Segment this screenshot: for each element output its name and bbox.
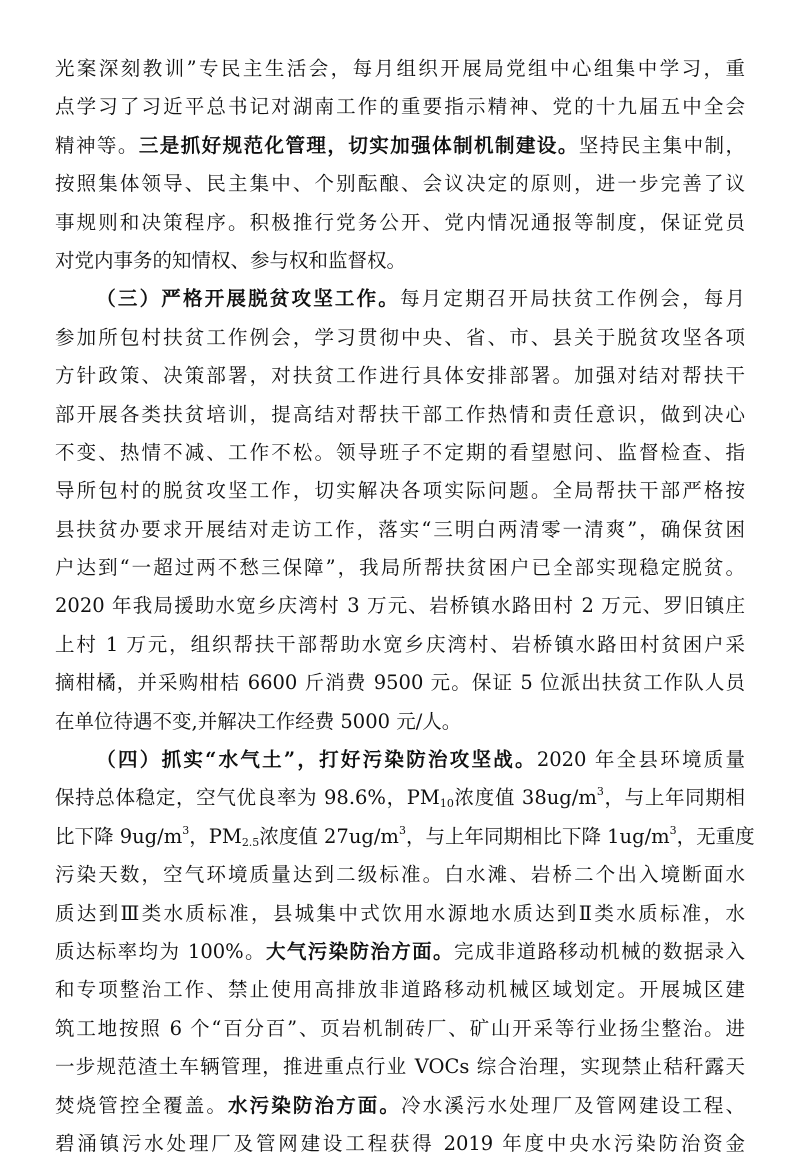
text-run: 焚烧管控全覆盖。 [55,1093,229,1117]
text-line: 县扶贫办要求开展结对走访工作，落实“三明白两清零一清爽”，确保贫困 [55,517,745,541]
text-run: ，与上年同期相比下降 1ug/m [405,824,670,848]
text-line: 和专项整治工作、禁止使用高排放非道路移动机械区域划定。开展城区建 [55,978,745,1002]
paragraph-party-building [55,50,745,280]
text-line: 光案深刻教训”专民主生活会，每月组织开展局党组中心组集中学习，重 [55,57,745,80]
text-run: 2020 年全县环境质量 [536,748,746,772]
text-run: ，与上年同期相 [603,786,746,810]
text-run: 质达标率均为 100%。 [55,939,266,963]
bold-heading: 三是抓好规范化管理，切实加强体制机制建设。 [138,133,579,157]
text-line [55,779,745,817]
text-line: 事规则和决策程序。积极推行党务公开、党内情况通报等制度，保证党员 [55,210,745,234]
text-line: 上村 1 万元，组织帮扶干部帮助水宽乡庆湾村、岩桥镇水路田村贫困户采 [55,632,745,656]
text-line [55,1087,745,1125]
text-run: 比下降 9ug/m [55,824,183,848]
text-run: ，PM [189,824,242,848]
text-line: 导所包村的脱贫攻坚工作，切实解决各项实际问题。全局帮扶干部严格按 [55,479,745,503]
text-line: 点学习了习近平总书记对湖南工作的重要指示精神、党的十九届五中全会 [55,95,745,119]
superscript: 3 [669,823,677,837]
text-line [55,741,745,779]
text-line: 对党内事务的知情权、参与权和监督权。 [55,248,407,272]
superscript: 3 [596,785,604,799]
text-line: 部开展各类扶贫培训，提高结对帮扶干部工作热情和责任意识，做到决心 [55,402,745,426]
text-line: 方针政策、决策部署，对扶贫工作进行具体安排部署。加强对结对帮扶干 [55,364,745,388]
text-run: 坚持民主集中制， [578,133,745,157]
text-line: 在单位待遇不变,并解决工作经费 5000 元/人。 [55,709,462,733]
document-body [55,50,755,1163]
superscript: 3 [182,823,190,837]
bold-heading: 水污染防治方面。 [228,1093,402,1117]
text-line: 一步规范渣土车辆管理，推进重点行业 VOCs 综合治理，实现禁止秸秆露天 [55,1055,745,1079]
text-line: 质达到Ⅲ类水质标准，县城集中式饮用水源地水质达到Ⅱ类水质标准，水 [55,901,745,925]
superscript: 3 [398,823,406,837]
paragraph-pollution-control [55,741,755,1163]
text-line: 不变、热情不减、工作不松。领导班子不定期的看望慰问、监督检查、指 [55,440,745,464]
text-line [55,933,745,971]
text-line: 户达到“一超过两不愁三保障”，我局所帮扶贫困户已全部实现稳定脱贫。 [55,556,745,580]
section-heading: （三）严格开展脱贫攻坚工作。 [94,287,400,311]
text-run: ，无重度 [676,824,755,848]
text-line: 污染天数，空气环境质量达到二级标准。白水滩、岩桥二个出入境断面水 [55,863,745,887]
text-run: 保持总体稳定，空气优良率为 98.6%，PM [55,786,440,810]
text-line: 碧涌镇污水处理厂及管网建设工程获得 2019 年度中央水污染防治资金 [55,1131,745,1155]
text-run: 冷水溪污水处理厂及管网建设工程、 [401,1093,745,1117]
text-line [55,280,745,318]
text-line [55,127,745,165]
text-run: 每月定期召开局扶贫工作例会，每月 [399,287,745,311]
text-line: 筑工地按照 6 个“百分百”、页岩机制砖厂、矿山开采等行业扬尘整治。进 [55,1016,745,1040]
text-run: 浓度值 27ug/m [259,824,399,848]
text-line [55,818,755,856]
text-line: 参加所包村扶贫工作例会，学习贯彻中央、省、市、县关于脱贫攻坚各项 [55,325,745,349]
bold-heading: 大气污染防治方面。 [265,939,454,963]
section-heading: （四）抓实“水气土”，打好污染防治攻坚战。 [94,748,537,772]
subscript: 2.5 [241,835,260,849]
text-line: 2020 年我局援助水宽乡庆湾村 3 万元、岩桥镇水路田村 2 万元、罗旧镇庄 [55,594,745,618]
text-run: 完成非道路移动机械的数据录入 [453,939,745,963]
paragraph-poverty-alleviation [55,280,745,741]
text-run: 精神等。 [55,133,139,157]
text-line: 摘柑橘，并采购柑桔 6600 斤消费 9500 元。保证 5 位派出扶贫工作队人员 [55,671,745,695]
subscript: 10 [439,797,454,811]
text-line: 按照集体领导、民主集中、个别酝酿、会议决定的原则，进一步完善了议 [55,172,745,196]
text-run: 浓度值 38ug/m [453,786,597,810]
